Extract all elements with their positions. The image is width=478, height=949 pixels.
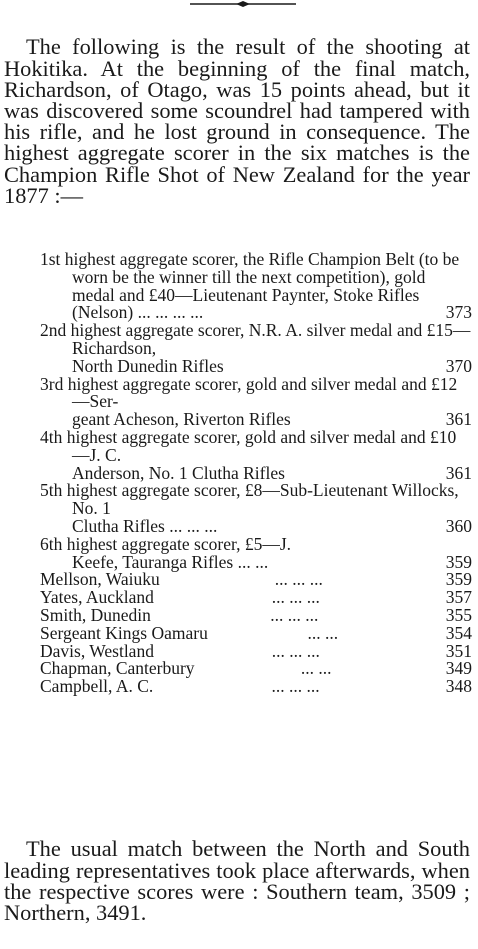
leader-dots: ... ... xyxy=(300,658,332,679)
prize-last-line: Clutha Rifles ... ... ... xyxy=(72,515,218,536)
shooter-name: Mellson, Waiuku xyxy=(40,569,160,590)
score-value: 351 xyxy=(445,640,472,661)
shooter-name: Sergeant Kings Oamaru xyxy=(40,622,208,643)
outro-paragraph: The usual match between the North and South leading representatives took place afterwards, when the respective scores were : Southern team, 3509 ; Northern, 3491. xyxy=(4,836,470,925)
prize-entry-6 xyxy=(40,533,472,572)
score-list xyxy=(40,251,472,696)
score-value: 361 xyxy=(445,409,472,430)
score-value: 348 xyxy=(445,676,472,697)
prize-entry-1 xyxy=(40,251,472,322)
score-row xyxy=(40,678,472,696)
prize-text: 5th highest aggregate scorer, £8—Sub-Lieutenant Willocks, No. 1 xyxy=(40,480,459,519)
shooter-name: Chapman, Canterbury xyxy=(40,658,195,679)
score-value: 360 xyxy=(445,515,472,536)
score-row xyxy=(40,622,472,643)
score-value: 359 xyxy=(445,569,472,590)
shooter-name: Davis, Westland xyxy=(40,640,154,661)
score-value: 359 xyxy=(445,551,472,572)
score-value: 370 xyxy=(445,355,472,376)
prize-text: 3rd highest aggregate scorer, gold and silver medal and £12—Ser- xyxy=(40,373,458,412)
prize-text: 4th highest aggregate scorer, gold and silver medal and £10—J. C. xyxy=(40,426,457,465)
score-value: 373 xyxy=(445,302,472,323)
prize-entry-2 xyxy=(40,322,472,375)
prize-last-line: geant Acheson, Riverton Rifles xyxy=(72,409,291,430)
prize-text: 1st highest aggregate scorer, the Rifle Champion Belt (to be worn be the winner till the next competition), gold medal and £40—Lieutenant Paynter, Stoke Rifles xyxy=(40,249,460,305)
shooter-name: Yates, Auckland xyxy=(40,587,154,608)
score-value: 354 xyxy=(445,622,472,643)
intro-paragraph: The following is the result of the shooting at Hokitika. At the beginning of the final match, Richardson, of Otago, was 15 points ahead, but it was discovered some scoundrel had tampered with his rifle, and he lost ground in consequence. The highest aggregate scorer in the six matches is the Champion Rifle Shot of New Zealand for the year 1877 :— xyxy=(4,34,470,208)
leader-dots: ... ... ... xyxy=(271,676,320,697)
score-value: 355 xyxy=(445,604,472,625)
leader-dots: ... ... ... xyxy=(271,640,320,661)
shooter-name: Campbell, A. C. xyxy=(40,676,154,697)
decorative-rule xyxy=(0,0,478,14)
prize-last-line: North Dunedin Rifles xyxy=(72,355,224,376)
score-value: 357 xyxy=(445,587,472,608)
prize-entry-5 xyxy=(40,482,472,535)
ornament-icon xyxy=(0,0,478,14)
shooter-name: Smith, Dunedin xyxy=(40,604,151,625)
prize-entry-3 xyxy=(40,373,472,430)
prize-last-line: Anderson, No. 1 Clutha Rifles xyxy=(72,462,285,483)
prize-last-line: (Nelson) ... ... ... ... xyxy=(72,302,204,323)
prize-text: 6th highest aggregate scorer, £5—J. xyxy=(40,533,292,554)
leader-dots: ... ... ... xyxy=(274,569,323,590)
leader-dots: ... ... xyxy=(307,622,339,643)
leader-dots: ... ... ... xyxy=(271,587,320,608)
leader-dots: ... ... ... xyxy=(270,604,319,625)
score-value: 349 xyxy=(445,658,472,679)
prize-entry-4 xyxy=(40,426,472,483)
score-value: 361 xyxy=(445,462,472,483)
prize-text: 2nd highest aggregate scorer, N.R. A. silver medal and £15—Richardson, xyxy=(40,320,471,358)
prize-last-line: Keefe, Tauranga Rifles ... ... xyxy=(72,551,269,572)
